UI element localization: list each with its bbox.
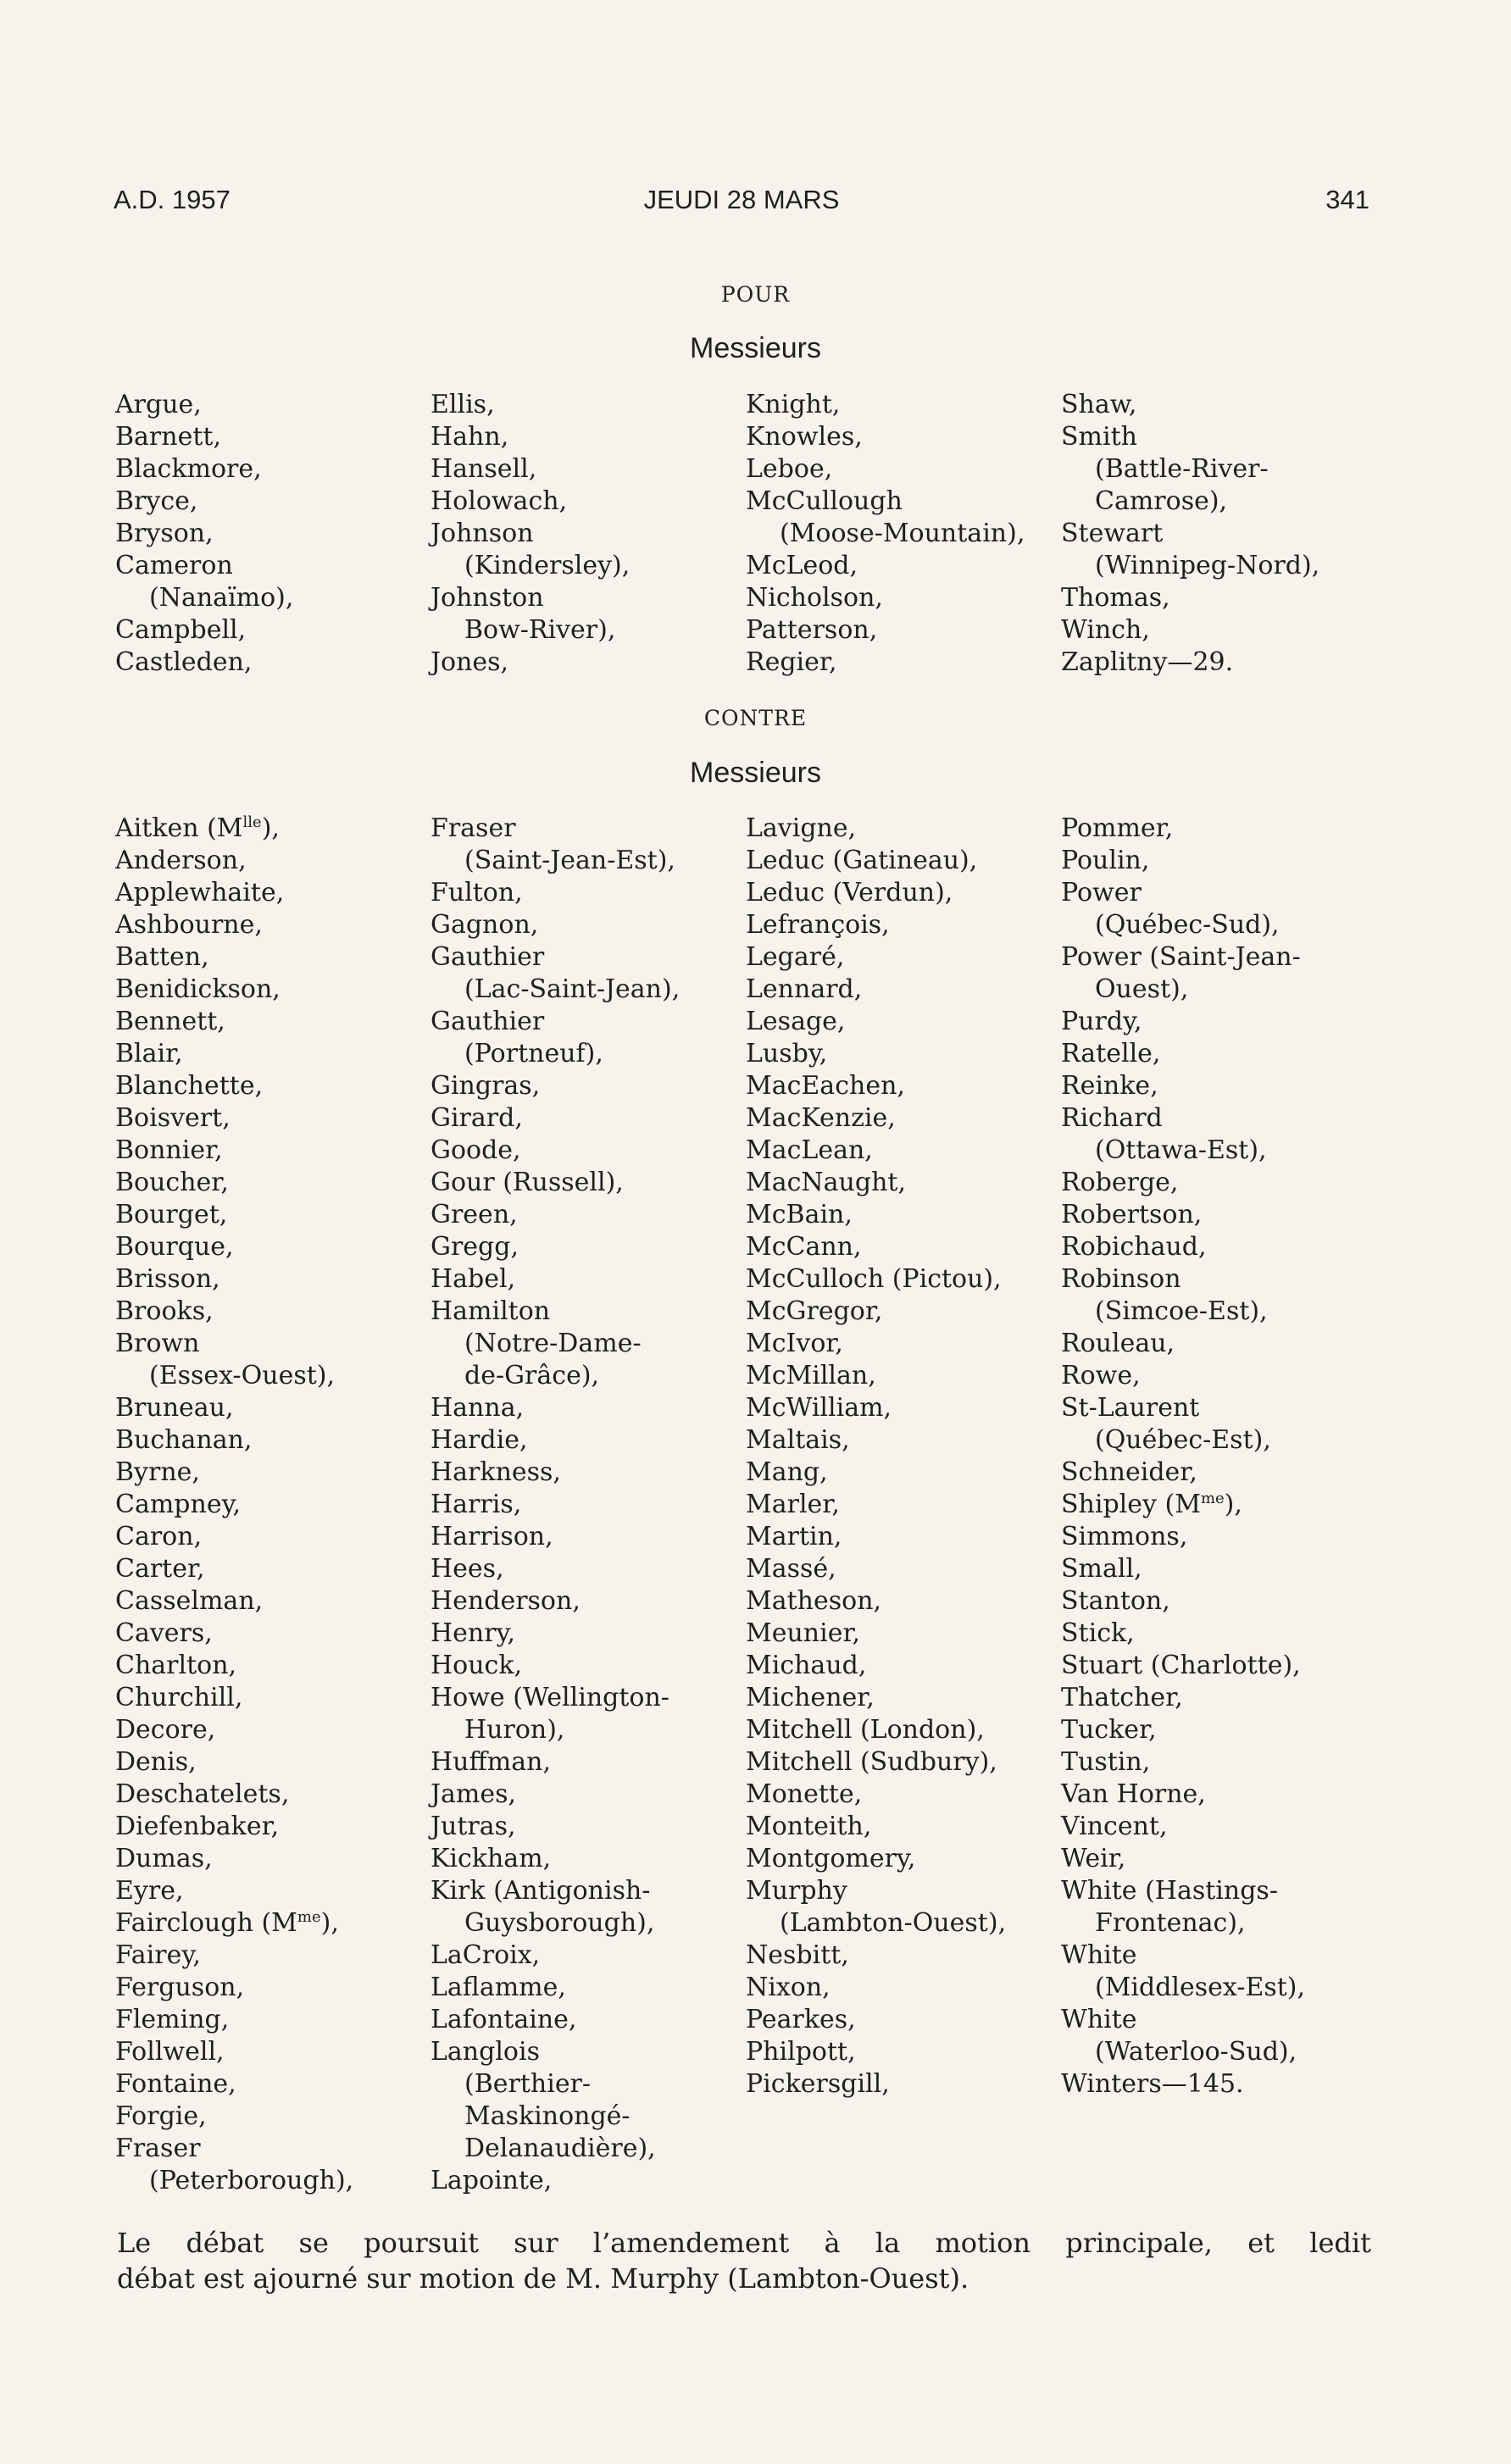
page-number: 341 xyxy=(1325,185,1369,214)
member-name: McCann, xyxy=(746,1232,862,1262)
member-name: Monteith, xyxy=(746,1812,872,1841)
member-name: Fairclough $(M^{me})$, xyxy=(115,1908,339,1938)
member-name: Green, xyxy=(431,1200,518,1229)
member-name: Hansell, xyxy=(431,454,537,484)
member-name: Kirk (Antigonish- xyxy=(431,1876,651,1906)
member-name: Stewart xyxy=(1061,519,1164,548)
member-name: Pickersgill, xyxy=(746,2069,890,2099)
member-name: McLeod, xyxy=(746,551,858,580)
member-name: Bourque, xyxy=(115,1232,234,1262)
member-name: Huron), xyxy=(464,1715,565,1745)
member-name: Charlton, xyxy=(115,1651,237,1680)
member-name: Henry, xyxy=(431,1618,516,1648)
member-name: Philpott, xyxy=(746,2037,856,2067)
member-name: MacNaught, xyxy=(746,1168,906,1197)
member-name: Meunier, xyxy=(746,1618,861,1648)
member-name: Anderson, xyxy=(115,846,247,875)
member-name: Bow-River), xyxy=(464,615,616,645)
member-name: James, xyxy=(431,1779,517,1809)
member-name: Hahn, xyxy=(431,422,509,452)
member-name: Vincent, xyxy=(1061,1812,1168,1841)
member-name: McIvor, xyxy=(746,1329,843,1358)
header-date: JEUDI 28 MARS xyxy=(643,185,840,214)
member-name: Bruneau, xyxy=(115,1393,234,1423)
member-name: Churchill, xyxy=(115,1683,243,1712)
member-name: Lesage, xyxy=(746,1007,846,1036)
member-name: LaCroix, xyxy=(431,1940,541,1970)
member-name: (Lac-Saint-Jean), xyxy=(464,974,681,1004)
member-name: Laflamme, xyxy=(431,1973,566,2002)
member-name: Gregg, xyxy=(431,1232,519,1262)
member-name: Harkness, xyxy=(431,1457,561,1487)
member-name: White xyxy=(1061,2005,1137,2034)
member-name: Fairey, xyxy=(115,1940,201,1970)
member-name: Brisson, xyxy=(115,1264,220,1294)
member-name: Frontenac), xyxy=(1095,1908,1246,1938)
member-name: Robinson xyxy=(1061,1264,1181,1294)
closing-line-1: Le débat se poursuit sur l’amendement à la motion principale, et ledit xyxy=(117,2227,1371,2259)
member-name: Barnett, xyxy=(115,422,221,452)
member-name: MacLean, xyxy=(746,1135,873,1165)
member-name: (Québec-Sud), xyxy=(1095,910,1280,940)
member-name: Jones, xyxy=(431,647,509,677)
member-name: Knowles, xyxy=(746,422,863,452)
member-name: Stanton, xyxy=(1061,1586,1170,1616)
member-name: Habel, xyxy=(431,1264,516,1294)
member-name: Monette, xyxy=(746,1779,863,1809)
member-name: Power (Saint-Jean- xyxy=(1061,942,1301,972)
member-name: (Nanaïmo), xyxy=(149,583,294,613)
member-name: (Peterborough), xyxy=(149,2166,354,2195)
contre-column xyxy=(746,813,1006,2101)
member-name: Nesbitt, xyxy=(746,1940,849,1970)
member-name: Guysborough), xyxy=(464,1908,655,1938)
member-name: Stuart (Charlotte), xyxy=(1061,1651,1301,1680)
member-name: Fontaine, xyxy=(115,2069,236,2099)
member-name: Fleming, xyxy=(115,2005,230,2034)
pour-column xyxy=(1061,389,1319,679)
member-name: Blanchette, xyxy=(115,1071,264,1101)
member-name: McCulloch (Pictou), xyxy=(746,1264,1002,1294)
pour-column xyxy=(746,389,1025,679)
member-name: Gagnon, xyxy=(431,910,539,940)
member-name: Decore, xyxy=(115,1715,216,1745)
member-name: Blackmore, xyxy=(115,454,262,484)
member-name: Applewhaite, xyxy=(115,878,285,907)
member-name: Pearkes, xyxy=(746,2005,856,2034)
member-name: Ouest), xyxy=(1095,974,1189,1004)
member-name: Small, xyxy=(1061,1554,1142,1584)
pour-subtitle: Messieurs xyxy=(690,332,821,364)
member-name: Murphy xyxy=(746,1876,847,1906)
member-name: Van Horne, xyxy=(1061,1779,1206,1809)
member-name: Regier, xyxy=(746,647,837,677)
member-name: Argue, xyxy=(115,390,202,419)
member-name: McWilliam, xyxy=(746,1393,892,1423)
member-name: Benidickson, xyxy=(115,974,281,1004)
member-name: Huffman, xyxy=(431,1747,551,1777)
member-name: Purdy, xyxy=(1061,1007,1142,1036)
member-name: Pommer, xyxy=(1061,813,1174,843)
member-name: Robichaud, xyxy=(1061,1232,1207,1262)
member-name: (Lambton-Ouest), xyxy=(780,1908,1007,1938)
member-name: Shaw, xyxy=(1061,390,1137,419)
member-name: Jutras, xyxy=(431,1812,516,1841)
member-name: Martin, xyxy=(746,1522,842,1551)
member-name: MacEachen, xyxy=(746,1071,905,1101)
member-name: Denis, xyxy=(115,1747,197,1777)
member-name: Carter, xyxy=(115,1554,205,1584)
member-name: Hardie, xyxy=(431,1425,528,1455)
member-name: Holowach, xyxy=(431,486,568,516)
member-name: Maltais, xyxy=(746,1425,850,1455)
member-name: Mitchell (London), xyxy=(746,1715,985,1745)
member-name: Leboe, xyxy=(746,454,833,484)
member-name: Lafontaine, xyxy=(431,2005,577,2034)
member-name: Mitchell (Sudbury), xyxy=(746,1747,997,1777)
member-name: Nicholson, xyxy=(746,583,883,613)
member-name: Harris, xyxy=(431,1490,522,1519)
header-year: A.D. 1957 xyxy=(114,185,231,214)
member-name: Patterson, xyxy=(746,615,878,645)
member-name: Batten, xyxy=(115,942,209,972)
member-name: Maskinongé- xyxy=(464,2101,631,2131)
member-name: Smith xyxy=(1061,422,1137,452)
member-name: Kickham, xyxy=(431,1844,552,1873)
member-name: Lefrançois, xyxy=(746,910,890,940)
member-name: Follwell, xyxy=(115,2037,225,2067)
member-name: Richard xyxy=(1061,1103,1163,1133)
member-name: Cameron xyxy=(115,551,233,580)
member-name: Brown xyxy=(115,1329,200,1358)
member-name: Ratelle, xyxy=(1061,1039,1161,1068)
member-name: Langlois xyxy=(431,2037,540,2067)
member-name: Blair, xyxy=(115,1039,183,1068)
member-name: St-Laurent xyxy=(1061,1393,1200,1423)
member-name: Leduc (Gatineau), xyxy=(746,846,978,875)
contre-column xyxy=(1061,813,1305,2101)
member-name: (Simcoe-Est), xyxy=(1095,1296,1268,1326)
contre-column xyxy=(431,813,680,2197)
member-name: Roberge, xyxy=(1061,1168,1179,1197)
member-name: Cavers, xyxy=(115,1618,213,1648)
member-name: Montgomery, xyxy=(746,1844,916,1873)
member-name: Castleden, xyxy=(115,647,253,677)
member-name: (Winnipeg-Nord), xyxy=(1095,551,1320,580)
member-name: Gauthier xyxy=(431,942,545,972)
member-name: Tustin, xyxy=(1061,1747,1151,1777)
member-name: Thatcher, xyxy=(1061,1683,1183,1712)
closing-paragraph xyxy=(117,2225,1371,2296)
member-name: de-Grâce), xyxy=(464,1361,600,1390)
member-name: Poulin, xyxy=(1061,846,1150,875)
member-name: Ellis, xyxy=(431,390,495,419)
member-name: Massé, xyxy=(746,1554,836,1584)
member-name: McGregor, xyxy=(746,1296,883,1326)
member-name: Ashbourne, xyxy=(115,910,263,940)
member-name: Fraser xyxy=(115,2134,201,2163)
member-name: Gour (Russell), xyxy=(431,1168,624,1197)
member-name: Mang, xyxy=(746,1457,828,1487)
member-name: Weir, xyxy=(1061,1844,1126,1873)
member-name: White xyxy=(1061,1940,1137,1970)
member-name: Aitken $(M^{lle})$, xyxy=(115,813,280,843)
member-name: Robertson, xyxy=(1061,1200,1203,1229)
closing-line-2: débat est ajourné sur motion de M. Murphy (Lambton-Ouest). xyxy=(117,2262,969,2295)
member-name: (Ottawa-Est), xyxy=(1095,1135,1267,1165)
member-name: Bourget, xyxy=(115,1200,228,1229)
member-name: Diefenbaker, xyxy=(115,1812,280,1841)
member-name: Thomas, xyxy=(1061,583,1170,613)
member-name: Forgie, xyxy=(115,2101,207,2131)
member-name: Knight, xyxy=(746,390,841,419)
member-name: (Notre-Dame- xyxy=(464,1329,642,1358)
member-name: (Waterloo-Sud), xyxy=(1095,2037,1297,2067)
member-name: Bennett, xyxy=(115,1007,225,1036)
member-name: Casselman, xyxy=(115,1586,264,1616)
member-name: Lavigne, xyxy=(746,813,857,843)
member-name: Winters—145. xyxy=(1061,2069,1244,2099)
contre-column xyxy=(115,813,353,2197)
member-name: Bryce, xyxy=(115,486,198,516)
member-name: (Essex-Ouest), xyxy=(149,1361,336,1390)
member-name: Boisvert, xyxy=(115,1103,231,1133)
member-name: Bryson, xyxy=(115,519,214,548)
member-name: (Kindersley), xyxy=(464,551,631,580)
member-name: Gauthier xyxy=(431,1007,545,1036)
member-name: (Middlesex-Est), xyxy=(1095,1973,1306,2002)
pour-label: POUR xyxy=(720,282,791,307)
member-name: White (Hastings- xyxy=(1061,1876,1278,1906)
member-name: Eyre, xyxy=(115,1876,184,1906)
member-name: Deschatelets, xyxy=(115,1779,290,1809)
pour-column xyxy=(115,389,293,679)
member-name: Goode, xyxy=(431,1135,521,1165)
member-name: Leduc (Verdun), xyxy=(746,878,953,907)
member-name: (Québec-Est), xyxy=(1095,1425,1271,1455)
member-name: Camrose), xyxy=(1095,486,1228,516)
member-name: Rowe, xyxy=(1061,1361,1141,1390)
member-name: Rouleau, xyxy=(1061,1329,1175,1358)
member-name: Fulton, xyxy=(431,878,523,907)
member-name: Legaré, xyxy=(746,942,845,972)
member-name: Howe (Wellington- xyxy=(431,1683,669,1712)
member-name: Byrne, xyxy=(115,1457,200,1487)
member-name: Girard, xyxy=(431,1103,523,1133)
member-name: Caron, xyxy=(115,1522,203,1551)
member-name: Michaud, xyxy=(746,1651,867,1680)
member-name: Henderson, xyxy=(431,1586,581,1616)
member-name: Johnston xyxy=(431,583,544,613)
member-name: Zaplitny—29. xyxy=(1061,647,1234,677)
member-name: Schneider, xyxy=(1061,1457,1197,1487)
member-name: MacKenzie, xyxy=(746,1103,896,1133)
member-name: Boucher, xyxy=(115,1168,229,1197)
member-name: (Portneuf), xyxy=(464,1039,603,1068)
member-name: (Moose-Mountain), xyxy=(780,519,1025,548)
member-name: Brooks, xyxy=(115,1296,214,1326)
member-name: Lapointe, xyxy=(431,2166,553,2195)
member-name: Fraser xyxy=(431,813,516,843)
member-name: Lusby, xyxy=(746,1039,828,1068)
member-name: McMillan, xyxy=(746,1361,876,1390)
member-name: Power xyxy=(1061,878,1142,907)
member-name: McCullough xyxy=(746,486,903,516)
member-name: Lennard, xyxy=(746,974,863,1004)
member-name: Johnson xyxy=(431,519,534,548)
contre-subtitle: Messieurs xyxy=(690,757,821,789)
member-name: Nixon, xyxy=(746,1973,830,2002)
member-name: Campney, xyxy=(115,1490,242,1519)
member-name: Shipley $(M^{me})$, xyxy=(1061,1490,1242,1519)
member-name: Harrison, xyxy=(431,1522,553,1551)
member-name: (Saint-Jean-Est), xyxy=(464,846,675,875)
member-name: Ferguson, xyxy=(115,1973,245,2002)
member-name: Gingras, xyxy=(431,1071,541,1101)
member-name: McBain, xyxy=(746,1200,853,1229)
member-name: Stick, xyxy=(1061,1618,1135,1648)
member-name: Marler, xyxy=(746,1490,840,1519)
member-name: Buchanan, xyxy=(115,1425,253,1455)
member-name: (Berthier- xyxy=(464,2069,592,2099)
member-name: Delanaudière), xyxy=(464,2134,656,2163)
member-name: Campbell, xyxy=(115,615,247,645)
contre-label: CONTRE xyxy=(703,706,808,730)
member-name: Matheson, xyxy=(746,1586,882,1616)
member-name: Tucker, xyxy=(1061,1715,1157,1745)
member-name: (Battle-River- xyxy=(1095,454,1269,484)
member-name: Reinke, xyxy=(1061,1071,1158,1101)
member-name: Michener, xyxy=(746,1683,875,1712)
member-name: Hees, xyxy=(431,1554,504,1584)
member-name: Winch, xyxy=(1061,615,1150,645)
member-name: Hanna, xyxy=(431,1393,525,1423)
member-name: Hamilton xyxy=(431,1296,551,1326)
member-name: Dumas, xyxy=(115,1844,213,1873)
member-name: Houck, xyxy=(431,1651,523,1680)
page-header xyxy=(114,185,1369,222)
member-name: Bonnier, xyxy=(115,1135,223,1165)
pour-column xyxy=(431,389,630,679)
member-name: Simmons, xyxy=(1061,1522,1188,1551)
